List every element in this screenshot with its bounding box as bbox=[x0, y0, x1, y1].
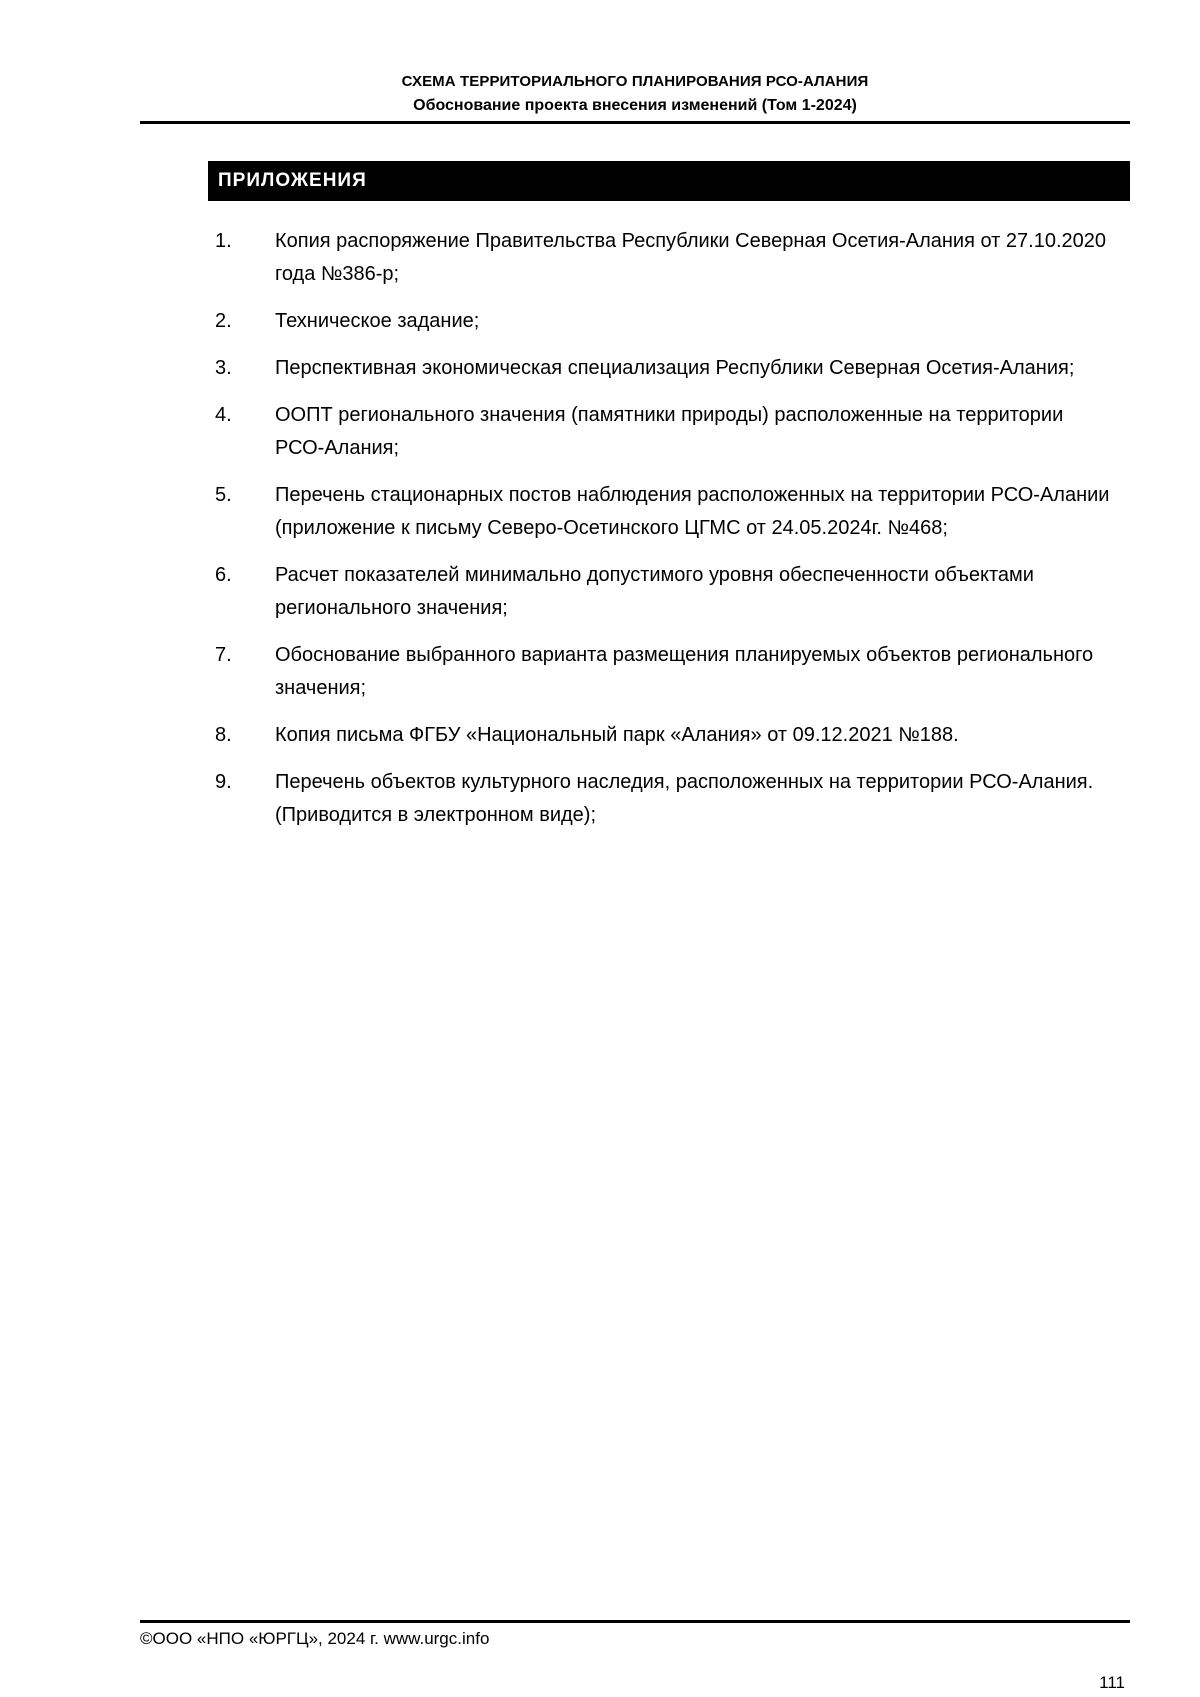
list-item bbox=[215, 352, 1115, 385]
appendix-list bbox=[215, 225, 1115, 846]
list-item bbox=[215, 225, 1115, 291]
section-heading: ПРИЛОЖЕНИЯ bbox=[208, 161, 1130, 201]
document-header bbox=[140, 70, 1130, 118]
list-item-text: Перспективная экономическая специализация Республики Северная Осетия-Алания; bbox=[275, 357, 1075, 379]
list-item bbox=[215, 559, 1115, 625]
list-item-text: Перечень стационарных постов наблюдения расположенных на территории РСО-Алании (приложение к письму Северо-Осетинского ЦГМС от 24.05.2024г. №468; bbox=[275, 484, 1110, 539]
document-title: СХЕМА ТЕРРИТОРИАЛЬНОГО ПЛАНИРОВАНИЯ РСО-АЛАНИЯ bbox=[401, 73, 869, 90]
list-item-text: Перечень объектов культурного наследия, расположенных на территории РСО-Алания. (Приводится в электронном виде); bbox=[275, 771, 1094, 826]
list-item-number: 5. bbox=[215, 484, 232, 506]
list-item bbox=[215, 479, 1115, 545]
list-item-number: 4. bbox=[215, 404, 232, 426]
list-item-number: 8. bbox=[215, 724, 232, 746]
footer-divider bbox=[140, 1620, 1130, 1623]
document-subtitle: Обоснование проекта внесения изменений (Том 1-2024) bbox=[413, 97, 857, 114]
list-item-number: 9. bbox=[215, 771, 232, 793]
footer-copyright: ©ООО «НПО «ЮРГЦ», 2024 г. www.urgc.info bbox=[140, 1629, 490, 1648]
list-item bbox=[215, 305, 1115, 338]
list-item-text: Обоснование выбранного варианта размещения планируемых объектов регионального значения; bbox=[275, 644, 1094, 699]
list-item bbox=[215, 639, 1115, 705]
header-divider bbox=[140, 121, 1130, 124]
list-item-number: 6. bbox=[215, 564, 232, 586]
list-item-text: Копия распоряжение Правительства Республики Северная Осетия-Алания от 27.10.2020 года №386-р; bbox=[275, 230, 1106, 285]
list-item-number: 2. bbox=[215, 310, 232, 332]
list-item bbox=[215, 719, 1115, 752]
list-item bbox=[215, 399, 1115, 465]
list-item-number: 3. bbox=[215, 357, 232, 379]
list-item-text: Копия письма ФГБУ «Национальный парк «Алания» от 09.12.2021 №188. bbox=[275, 724, 959, 746]
list-item-number: 1. bbox=[215, 230, 232, 252]
list-item-text: ООПТ регионального значения (памятники природы) расположенные на территории РСО-Алания; bbox=[275, 404, 1064, 459]
page-number: 111 bbox=[1099, 1673, 1125, 1692]
list-item-text: Техническое задание; bbox=[275, 310, 480, 332]
list-item-number: 7. bbox=[215, 644, 232, 666]
list-item bbox=[215, 766, 1115, 832]
list-item-text: Расчет показателей минимально допустимого уровня обеспеченности объектами регионального значения; bbox=[275, 564, 1034, 619]
